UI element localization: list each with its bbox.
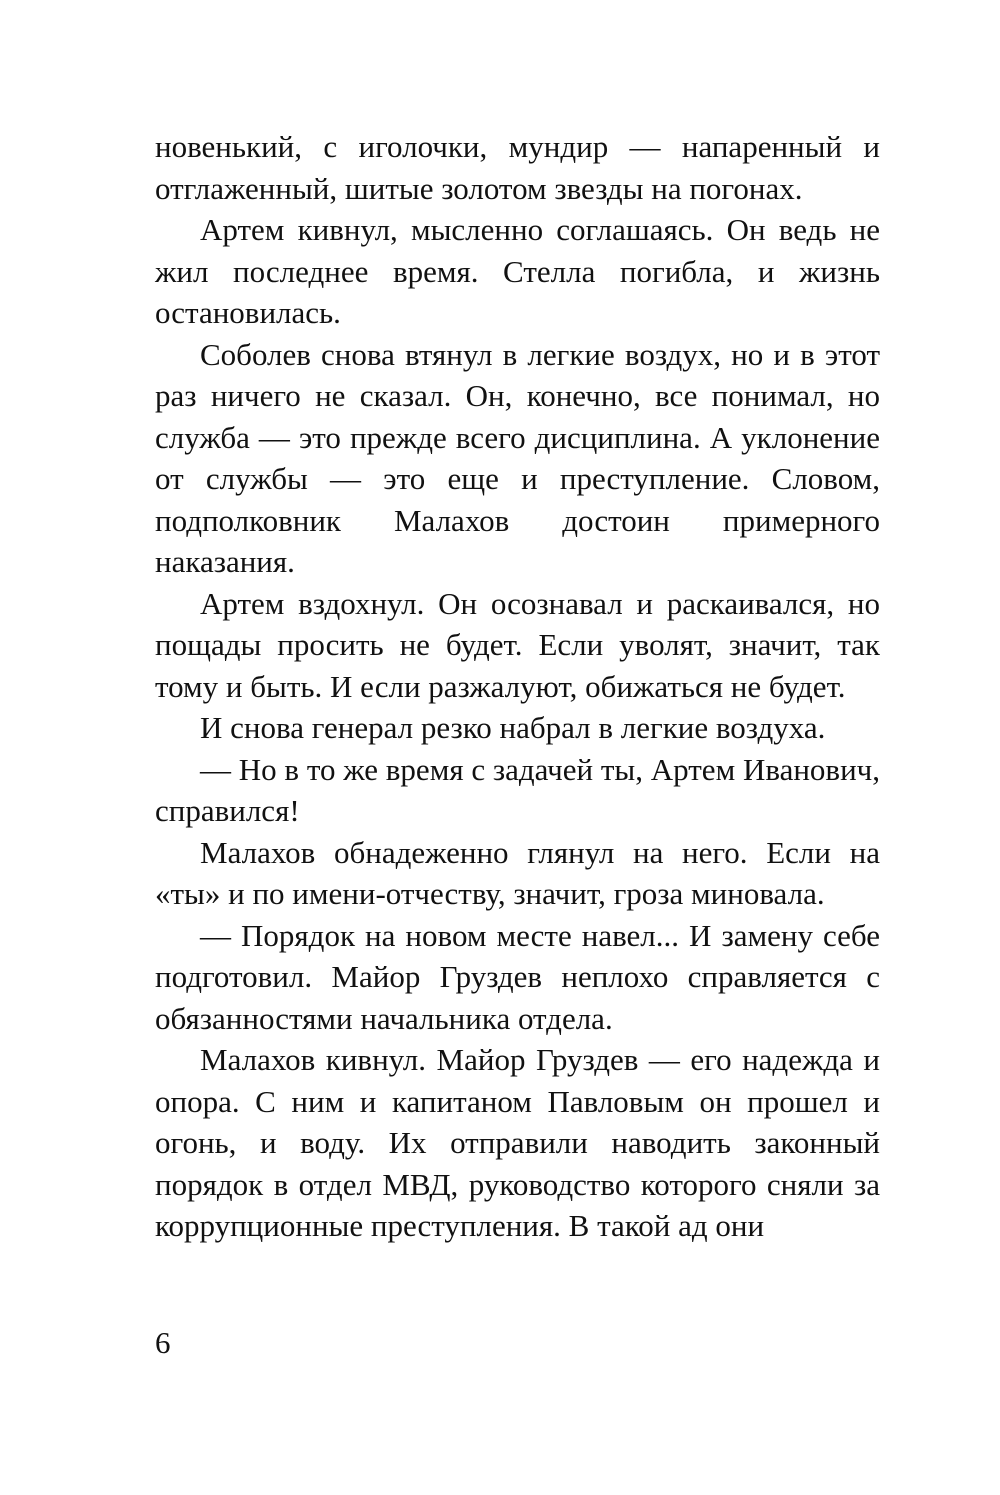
dialogue-paragraph: — Порядок на новом месте навел... И замену себе подготовил. Майор Груздев неплохо справляется с обязанностями начальника отдела.	[155, 917, 880, 1036]
paragraph: И снова генерал резко набрал в легкие воздуха.	[200, 710, 826, 745]
paragraph: Соболев снова втянул в легкие воздух, но и в этот раз ничего не сказал. Он, конечно, все понимал, но служба — это прежде всего дисциплина. А уклонение от службы — это еще и преступление. Словом, подполковник Малахов достоин примерного наказания.	[155, 336, 880, 579]
paragraph: новенький, с иголочки, мундир — напаренный и отглаженный, шитые золотом звезды на погонах.	[155, 129, 880, 206]
body-text	[155, 126, 880, 1247]
page-number: 6	[155, 1325, 171, 1360]
dialogue-paragraph: — Но в то же время с задачей ты, Артем Иванович, справился!	[155, 751, 880, 828]
paragraph: Артем вздохнул. Он осознавал и раскаивался, но пощады просить не будет. Если уволят, значит, так тому и быть. И если разжалуют, обижаться не будет.	[155, 585, 880, 704]
paragraph: Артем кивнул, мысленно соглашаясь. Он ведь не жил последнее время. Стелла погибла, и жизнь остановилась.	[155, 212, 880, 330]
paragraph: Малахов кивнул. Майор Груздев — его надежда и опора. С ним и капитаном Павловым он прошел и огонь, и воду. Их отправили наводить законный порядок в отдел МВД, руководство которого сняли за коррупционные преступления. В такой ад они	[155, 1042, 880, 1243]
paragraph: Малахов обнадеженно глянул на него. Если на «ты» и по имени-отчеству, значит, гроза миновала.	[155, 834, 880, 911]
